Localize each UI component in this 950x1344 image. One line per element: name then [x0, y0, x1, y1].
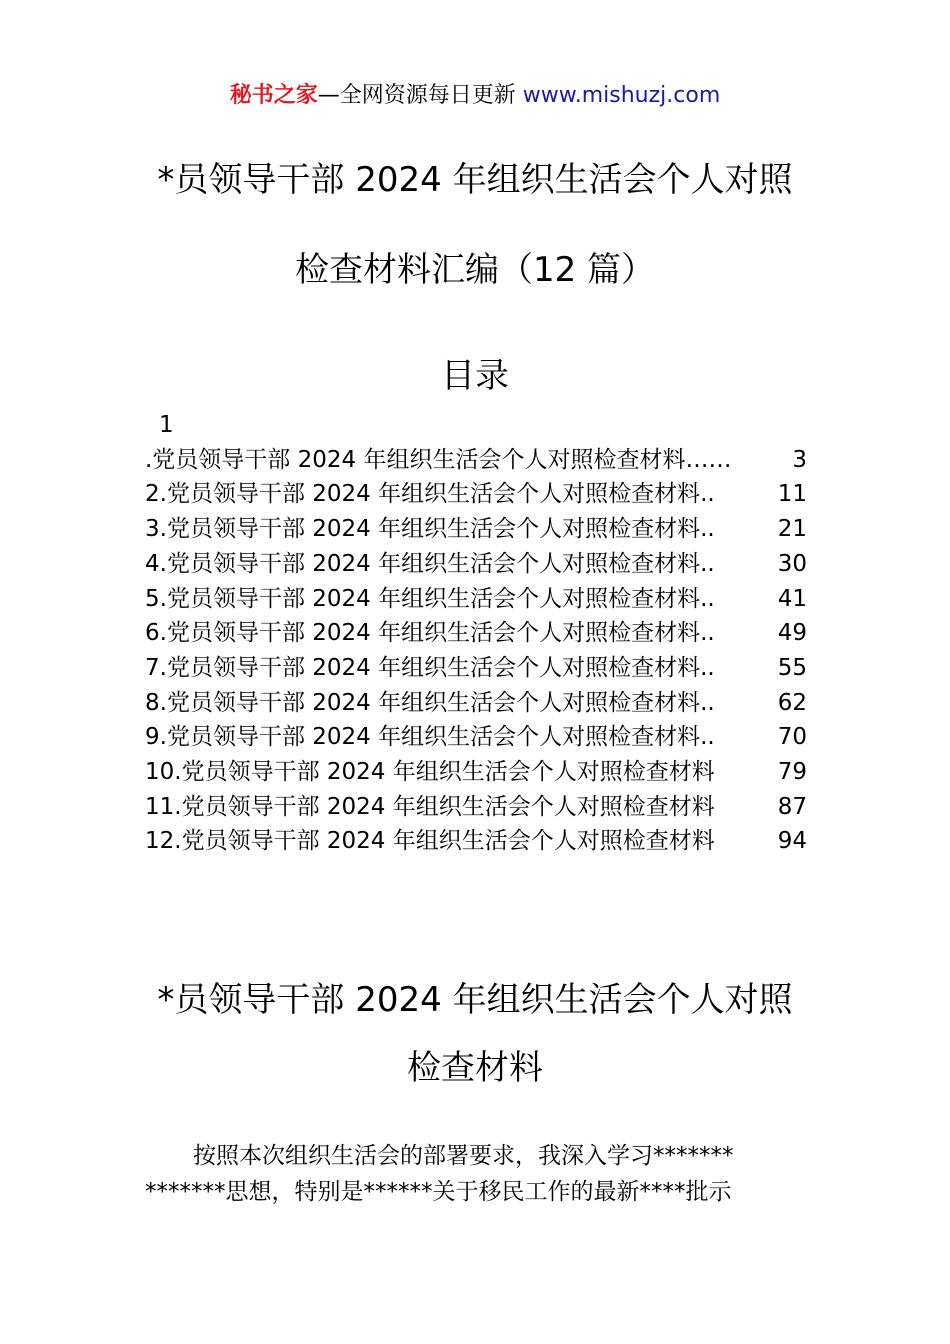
toc-entry-leader: ..	[700, 620, 715, 647]
toc-entry[interactable]	[145, 616, 807, 651]
toc-entry-label: 5.党员领导干部 2024 年组织生活会个人对照检查材料	[145, 585, 701, 612]
banner-tagline: —全网资源每日更新	[317, 83, 523, 108]
toc-entry[interactable]	[145, 790, 807, 825]
toc-entry-label: 12.党员领导干部 2024 年组织生活会个人对照检查材料	[145, 828, 715, 855]
toc-entry-page: 55	[777, 654, 807, 681]
toc-first-number: 1	[159, 412, 174, 438]
document-title-line-2: 检查材料汇编（12 篇）	[294, 250, 656, 290]
toc-entry-leader: ……	[685, 446, 732, 473]
toc-entry-leader: ..	[700, 585, 715, 612]
toc-entry-label: 7.党员领导干部 2024 年组织生活会个人对照检查材料	[145, 654, 701, 681]
banner-url-link[interactable]: www.mishuzj.com	[522, 83, 721, 108]
toc-entry-label: 10.党员领导干部 2024 年组织生活会个人对照检查材料	[145, 759, 715, 786]
toc-entry-page: 79	[777, 759, 807, 786]
toc-entry[interactable]	[145, 824, 807, 859]
body-paragraph	[145, 1138, 807, 1210]
toc-entry[interactable]	[145, 720, 807, 755]
toc-entry-page: 21	[777, 516, 807, 543]
banner-brand: 秘书之家	[229, 83, 318, 108]
toc-entry-label: 4.党员领导干部 2024 年组织生活会个人对照检查材料	[145, 550, 701, 577]
toc-entry-leader	[715, 824, 778, 859]
toc-entry-leader: ..	[700, 516, 715, 543]
toc-entry-leader	[715, 790, 778, 825]
toc-entry-page: 70	[777, 724, 807, 751]
toc-entry[interactable]	[145, 686, 807, 721]
section-title-line-1: *员领导干部 2024 年组织生活会个人对照	[157, 980, 793, 1020]
toc-entry[interactable]	[145, 512, 807, 547]
toc-entry-page: 3	[792, 446, 807, 473]
toc-entry-page: 30	[777, 550, 807, 577]
toc-entry-label: .党员领导干部 2024 年组织生活会个人对照检查材料	[145, 446, 686, 473]
toc-entry-label: 3.党员领导干部 2024 年组织生活会个人对照检查材料	[145, 516, 701, 543]
toc-list	[145, 443, 807, 859]
body-line-2: *******思想，特别是******关于移民工作的最新****批示	[145, 1179, 732, 1205]
toc-entry-leader: ..	[700, 689, 715, 716]
table-of-contents	[145, 408, 807, 859]
toc-entry-leader: ..	[700, 550, 715, 577]
toc-entry-leader	[715, 755, 778, 790]
toc-entry-label: 6.党员领导干部 2024 年组织生活会个人对照检查材料	[145, 620, 701, 647]
toc-entry-page: 49	[777, 620, 807, 647]
toc-entry-page: 41	[777, 585, 807, 612]
toc-entry[interactable]	[145, 547, 807, 582]
toc-entry-page: 87	[777, 793, 807, 820]
toc-entry[interactable]	[145, 477, 807, 512]
section-title-line-2: 检查材料	[407, 1048, 543, 1088]
toc-entry[interactable]	[145, 651, 807, 686]
site-banner	[0, 80, 950, 112]
toc-entry-leader: ..	[700, 724, 715, 751]
toc-entry-label: 9.党员领导干部 2024 年组织生活会个人对照检查材料	[145, 724, 701, 751]
toc-entry-label: 11.党员领导干部 2024 年组织生活会个人对照检查材料	[145, 793, 715, 820]
toc-entry[interactable]	[145, 582, 807, 617]
toc-entry-label: 8.党员领导干部 2024 年组织生活会个人对照检查材料	[145, 689, 701, 716]
toc-entry-page: 94	[777, 828, 807, 855]
toc-heading: 目录	[441, 356, 509, 396]
body-line-1: 按照本次组织生活会的部署要求，我深入学习*******	[193, 1143, 734, 1169]
toc-entry-label: 2.党员领导干部 2024 年组织生活会个人对照检查材料	[145, 481, 701, 508]
document-title-line-1: *员领导干部 2024 年组织生活会个人对照	[157, 160, 793, 200]
toc-entry-page: 11	[777, 481, 807, 508]
toc-entry-page: 62	[777, 689, 807, 716]
toc-entry[interactable]	[145, 443, 807, 478]
toc-entry-leader: ..	[700, 654, 715, 681]
toc-entry-leader: ..	[700, 481, 715, 508]
toc-entry[interactable]	[145, 755, 807, 790]
